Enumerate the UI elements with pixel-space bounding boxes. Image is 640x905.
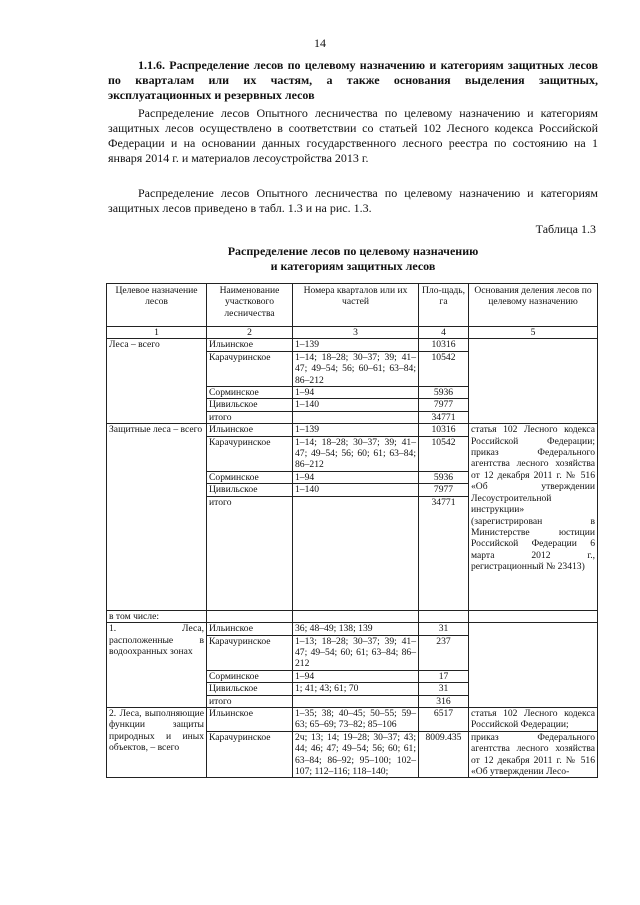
quarters-cell: 1–139	[293, 424, 419, 436]
table-title-line-1: Распределение лесов по целевому назначению	[227, 244, 479, 258]
forestry-cell: Сорминское	[207, 387, 293, 399]
quarters-cell: 1–14; 18–28; 30–37; 39; 41–47; 49–54; 56; 60; 61; 63–84; 86–212	[293, 436, 419, 471]
purpose-cell: 1. Леса, расположенные в водоохранных зонах	[107, 623, 207, 708]
table-row	[107, 339, 598, 351]
purpose-cell: Леса – всего	[107, 339, 207, 424]
col-number: 2	[207, 327, 293, 339]
col-number: 1	[107, 327, 207, 339]
table-label: Таблица 1.3	[535, 222, 596, 236]
header-basis: Основания деления лесов по целевому назначению	[469, 284, 598, 327]
page-number: 14	[314, 36, 326, 50]
area-cell: 17	[419, 670, 469, 682]
area-cell: 8009.435	[419, 731, 469, 778]
forestry-cell: Ильинское	[207, 424, 293, 436]
quarters-cell: 1–14; 18–28; 30–37; 39; 41–47; 49–54; 56; 60–61; 63–84; 86–212	[293, 351, 419, 386]
quarters-cell: 1–139	[293, 339, 419, 351]
forestry-cell: Цивильское	[207, 399, 293, 411]
quarters-cell: 2ч; 13; 14; 19–28; 30–37; 43; 44; 46; 47; 49–54; 56; 60; 61; 63–84; 86–92; 95–100; 102–107; 112–116; 118–140;	[293, 731, 419, 778]
paragraph-2: Распределение лесов Опытного лесничества по целевому назначению и категориям защитных лесов приведено в табл. 1.3 и на рис. 1.3.	[108, 186, 598, 215]
area-cell: 10316	[419, 339, 469, 351]
forestry-cell: Ильинское	[207, 707, 293, 731]
basis-cell: приказ Федерального агентства лесного хозяйства от 12 декабря 2011 г. № 516 «Об утверждении Лесо-	[469, 731, 598, 778]
table-header-row	[107, 284, 598, 327]
col-number: 4	[419, 327, 469, 339]
forestry-cell: итого	[207, 411, 293, 423]
area-cell: 5936	[419, 471, 469, 483]
forestry-cell: Карачуринское	[207, 351, 293, 386]
header-forestry: Наименование участкового лесничества	[207, 284, 293, 327]
table-title-line-2: и категориям защитных лесов	[270, 259, 436, 273]
quarters-cell: 36; 48–49; 138; 139	[293, 623, 419, 635]
quarters-cell: 1; 41; 43; 61; 70	[293, 683, 419, 695]
header-area: Пло-щадь, га	[419, 284, 469, 327]
table-row	[107, 424, 598, 436]
forestry-cell: итого	[207, 695, 293, 707]
table-row	[107, 610, 598, 622]
forestry-cell: Сорминское	[207, 670, 293, 682]
basis-cell: статья 102 Лесного кодекса Российской Федерации;	[469, 707, 598, 731]
empty-cell	[469, 610, 598, 622]
forestry-cell: Сорминское	[207, 471, 293, 483]
col-number: 5	[469, 327, 598, 339]
column-number-row	[107, 327, 598, 339]
quarters-cell: 1–13; 18–28; 30–37; 39; 41–47; 49–54; 60; 61; 63–84; 86–212	[293, 635, 419, 670]
area-cell: 10542	[419, 436, 469, 471]
table-title	[108, 244, 598, 274]
area-cell: 7977	[419, 484, 469, 496]
forestry-cell: итого	[207, 496, 293, 610]
area-cell: 7977	[419, 399, 469, 411]
basis-cell	[469, 339, 598, 424]
area-cell: 34771	[419, 496, 469, 610]
area-cell: 10542	[419, 351, 469, 386]
quarters-cell: 1–140	[293, 484, 419, 496]
paragraph-1: Распределение лесов Опытного лесничества по целевому назначению и категориям защитных лесов осуществлено в соответствии со статьей 102 Лесного кодекса Российской Федерации и на основании данных государственного лесного реестра по состоянию на 1 января 2014 г. и материалов лесоустройства 2013 г.	[108, 106, 598, 165]
forest-distribution-table	[106, 283, 598, 778]
quarters-cell: 1–94	[293, 670, 419, 682]
quarters-cell: 1–94	[293, 471, 419, 483]
col-number: 3	[293, 327, 419, 339]
empty-cell	[419, 610, 469, 622]
header-purpose: Целевое назначение лесов	[107, 284, 207, 327]
empty-cell	[207, 610, 293, 622]
forestry-cell: Цивильское	[207, 484, 293, 496]
purpose-cell: 2. Леса, выполняющие функции защиты природных и иных объектов, – всего	[107, 707, 207, 777]
forestry-cell: Ильинское	[207, 623, 293, 635]
forestry-cell: Цивильское	[207, 683, 293, 695]
area-cell: 31	[419, 683, 469, 695]
area-cell: 34771	[419, 411, 469, 423]
section-heading: 1.1.6. Распределение лесов по целевому назначению и категориям защитных лесов по кварталам или их частям, а также основания выделения защитных, эксплуатационных и резервных лесов	[108, 58, 598, 102]
table-row	[107, 623, 598, 635]
area-cell: 237	[419, 635, 469, 670]
basis-cell: статья 102 Лесного кодекса Российской Федерации; приказ Федерального агентства лесного хозяйства от 12 декабря 2011 г. № 516 «Об утверждении Лесоустроительной инструкции» (зарегистрирован в Министерстве юстиции Российской Федерации 6 марта 2012 г., регистрационный № 23413)	[469, 424, 598, 610]
basis-cell	[469, 623, 598, 708]
quarters-cell	[293, 411, 419, 423]
quarters-cell: 1–35; 38; 40–45; 50–55; 59–63; 65–69; 73–82; 85–106	[293, 707, 419, 731]
forestry-cell: Ильинское	[207, 339, 293, 351]
including-cell: в том числе:	[107, 610, 207, 622]
forestry-cell: Карачуринское	[207, 436, 293, 471]
area-cell: 6517	[419, 707, 469, 731]
area-cell: 31	[419, 623, 469, 635]
purpose-cell: Защитные леса – всего	[107, 424, 207, 610]
header-quarters: Номера кварталов или их частей	[293, 284, 419, 327]
empty-cell	[293, 610, 419, 622]
forestry-cell: Карачуринское	[207, 635, 293, 670]
quarters-cell: 1–94	[293, 387, 419, 399]
table-row	[107, 707, 598, 731]
forestry-cell: Карачуринское	[207, 731, 293, 778]
area-cell: 10316	[419, 424, 469, 436]
quarters-cell	[293, 496, 419, 610]
quarters-cell	[293, 695, 419, 707]
area-cell: 316	[419, 695, 469, 707]
area-cell: 5936	[419, 387, 469, 399]
quarters-cell: 1–140	[293, 399, 419, 411]
